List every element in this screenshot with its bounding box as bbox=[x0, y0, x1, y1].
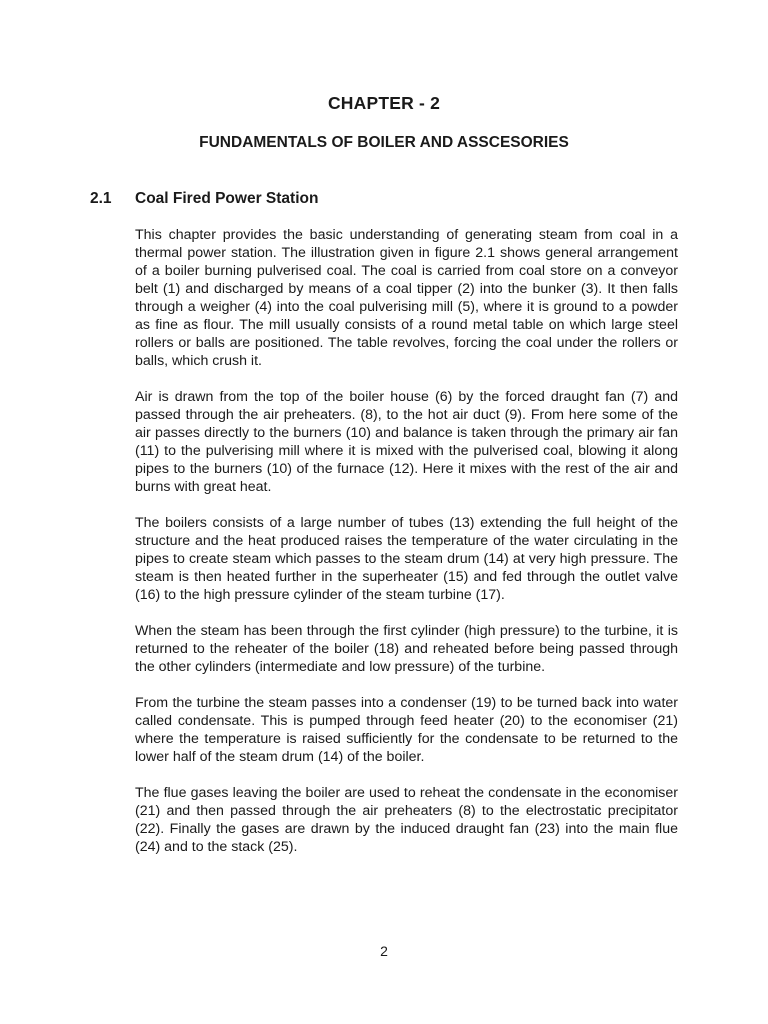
body-text bbox=[135, 226, 678, 874]
paragraph: When the steam has been through the first cylinder (high pressure) to the turbine, it is returned to the reheater of the boiler (18) and reheated before being passed through the other cylinders (intermediate and low pressure) of the turbine. bbox=[135, 623, 678, 675]
paragraph: The flue gases leaving the boiler are used to reheat the condensate in the economiser (21) and then passed through the air preheaters (8) to the electrostatic precipitator (22). Finally the gases are drawn by the induced draught fan (23) into the main flue (24) and to the stack (25). bbox=[135, 785, 678, 855]
section-heading bbox=[90, 190, 318, 208]
chapter-title: CHAPTER - 2 bbox=[327, 93, 441, 113]
paragraph: From the turbine the steam passes into a condenser (19) to be turned back into water called condensate. This is pumped through feed heater (20) to the economiser (21) where the temperature is raised sufficiently for the condensate to be returned to the lower half of the steam drum (14) of the boiler. bbox=[135, 695, 678, 765]
chapter-subtitle: FUNDAMENTALS OF BOILER AND ASSCESORIES bbox=[199, 134, 569, 151]
paragraph: The boilers consists of a large number of tubes (13) extending the full height of the structure and the heat produced raises the temperature of the water circulating in the pipes to create steam which passes to the steam drum (14) at very high pressure. The steam is then heated further in the superheater (15) and fed through the outlet valve (16) to the high pressure cylinder of the steam turbine (17). bbox=[135, 515, 678, 603]
paragraph: Air is drawn from the top of the boiler house (6) by the forced draught fan (7) and passed through the air preheaters. (8), to the hot air duct (9). From here some of the air passes directly to the burners (10) and balance is taken through the primary air fan (11) to the pulverising mill where it is mixed with the pulverised coal, blowing it along pipes to the burners (10) of the furnace (12). Here it mixes with the rest of the air and burns with great heat. bbox=[135, 389, 678, 495]
paragraph: This chapter provides the basic understanding of generating steam from coal in a thermal power station. The illustration given in figure 2.1 shows general arrangement of a boiler burning pulverised coal. The coal is carried from coal store on a conveyor belt (1) and discharged by means of a coal tipper (2) into the bunker (3). It then falls through a weigher (4) into the coal pulverising mill (5), where it is ground to a powder as fine as flour. The mill usually consists of a round metal table on which large steel rollers or balls are positioned. The table revolves, forcing the coal under the rollers or balls, which crush it. bbox=[135, 227, 678, 369]
section-number: 2.1 bbox=[90, 190, 112, 207]
section-title: Coal Fired Power Station bbox=[135, 190, 319, 207]
page-number: 2 bbox=[380, 943, 388, 959]
